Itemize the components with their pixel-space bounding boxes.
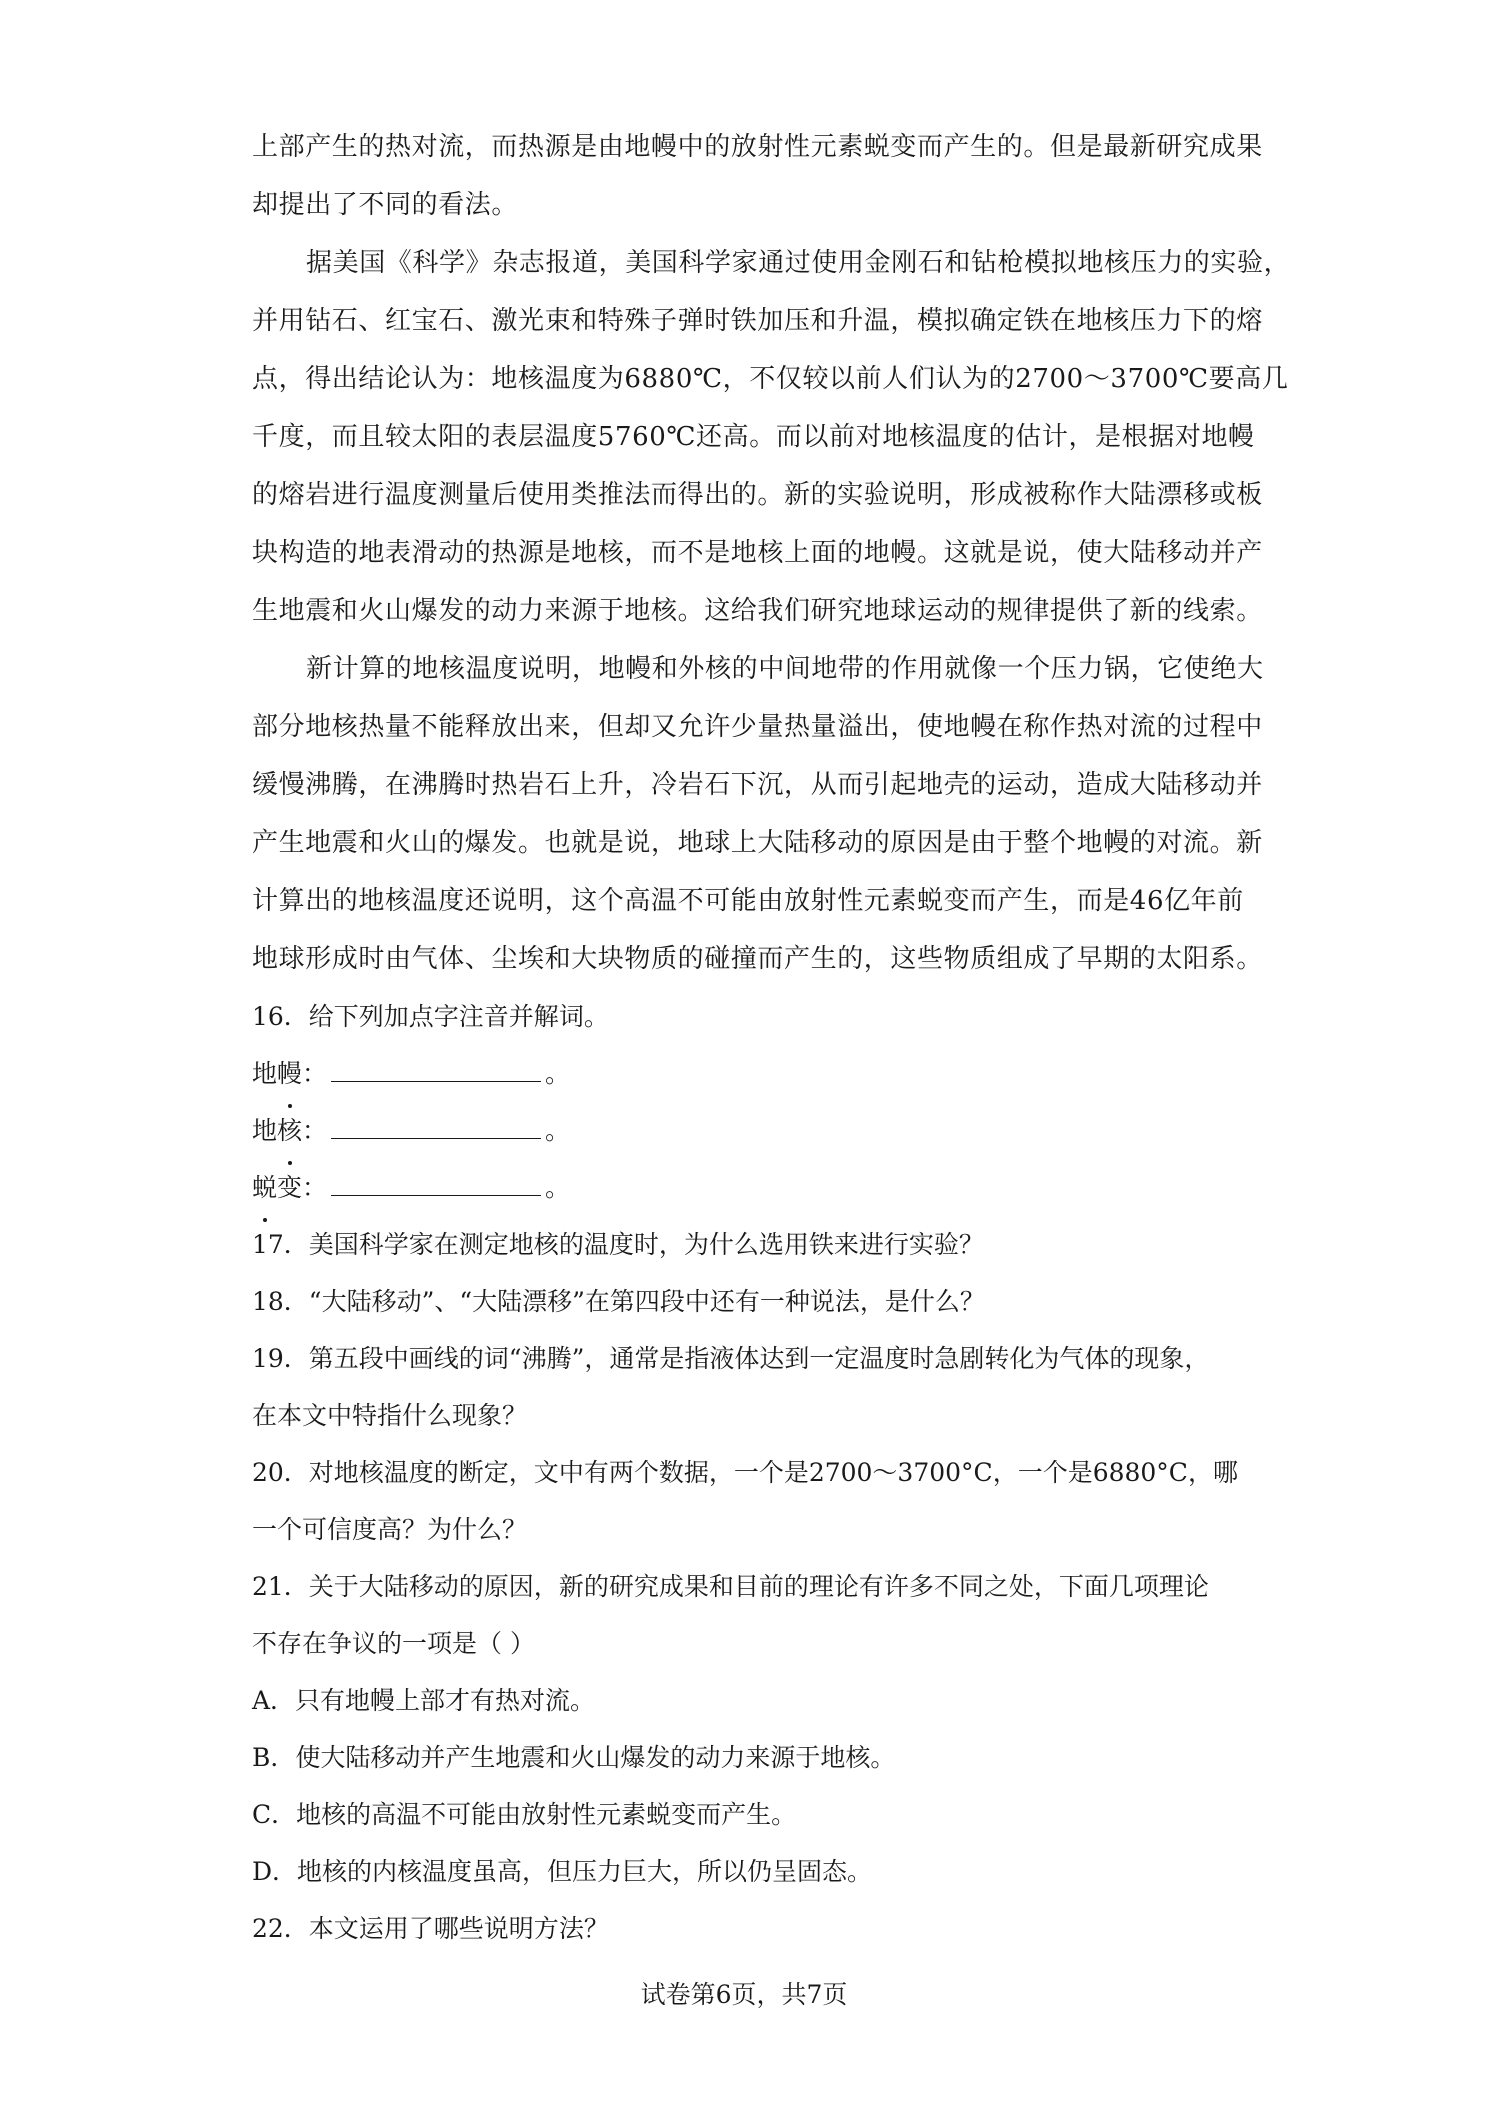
term-suffix: 变：	[277, 1173, 328, 1202]
question-21-line-2: 不存在争议的一项是（ ）	[252, 1629, 535, 1658]
passage-line: 点，得出结论认为：地核温度为6880℃，不仅较以前人们认为的2700～3700℃要高几	[252, 364, 1289, 394]
answer-blank[interactable]	[331, 1116, 541, 1139]
passage-line: 块构造的地表滑动的热源是地核，而不是地核上面的地幔。这就是说，使大陆移动并产	[252, 538, 1263, 568]
answer-blank[interactable]	[331, 1059, 541, 1082]
term-end: 。	[545, 1059, 571, 1088]
passage-line: 地球形成时由气体、尘埃和大块物质的碰撞而产生的，这些物质组成了早期的太阳系。	[252, 944, 1263, 974]
question-18: 18．“大陆移动”、“大陆漂移”在第四段中还有一种说法，是什么？	[252, 1287, 985, 1316]
dotted-character: 幔	[277, 1045, 302, 1102]
term-suffix: ：	[302, 1116, 328, 1145]
exam-page	[252, 118, 1291, 1957]
fill-in-item	[252, 1159, 1238, 1216]
dotted-character: 核	[277, 1102, 302, 1159]
term-prefix: 地	[252, 1059, 278, 1088]
question-19-line-1: 19．第五段中画线的词“沸腾”，通常是指液体达到一定温度时急剧转化为气体的现象，	[252, 1344, 1210, 1373]
question-20-line-2: 一个可信度高？为什么？	[252, 1515, 528, 1544]
option-d: D．地核的内核温度虽高，但压力巨大，所以仍呈固态。	[252, 1857, 873, 1886]
term-end: 。	[545, 1116, 571, 1145]
passage-line: 部分地核热量不能释放出来，但却又允许少量热量溢出，使地幔在称作热对流的过程中	[252, 712, 1263, 742]
question-16-title: 16．给下列加点字注音并解词。	[252, 1002, 609, 1031]
passage-line: 并用钻石、红宝石、激光束和特殊子弹时铁加压和升温，模拟确定铁在地核压力下的熔	[252, 306, 1263, 336]
passage-line: 新计算的地核温度说明，地幔和外核的中间地带的作用就像一个压力锅，它使绝大	[306, 654, 1264, 684]
term-prefix: 地	[252, 1116, 278, 1145]
term-end: 。	[545, 1173, 571, 1202]
passage-line: 缓慢沸腾，在沸腾时热岩石上升，冷岩石下沉，从而引起地壳的运动，造成大陆移动并	[252, 770, 1263, 800]
passage-line: 计算出的地核温度还说明，这个高温不可能由放射性元素蜕变而产生，而是46亿年前	[252, 886, 1244, 916]
passage-line: 据美国《科学》杂志报道，美国科学家通过使用金刚石和钻枪模拟地核压力的实验，	[306, 248, 1291, 278]
question-16-items	[252, 1045, 1238, 1216]
answer-blank[interactable]	[331, 1173, 541, 1196]
passage-line: 却提出了不同的看法。	[252, 190, 519, 220]
passage-line: 的熔岩进行温度测量后使用类推法而得出的。新的实验说明，形成被称作大陆漂移或板	[252, 480, 1263, 510]
fill-in-item	[252, 1045, 1238, 1102]
passage-line: 产生地震和火山的爆发。也就是说，地球上大陆移动的原因是由于整个地幔的对流。新	[252, 828, 1263, 858]
passage-line: 千度，而且较太阳的表层温度5760℃还高。而以前对地核温度的估计，是根据对地幔	[252, 422, 1255, 452]
option-b: B．使大陆移动并产生地震和火山爆发的动力来源于地核。	[252, 1743, 896, 1772]
question-19-line-2: 在本文中特指什么现象？	[252, 1401, 528, 1430]
question-17: 17．美国科学家在测定地核的温度时，为什么选用铁来进行实验？	[252, 1230, 984, 1259]
fill-in-item	[252, 1102, 1238, 1159]
term-suffix: ：	[302, 1059, 328, 1088]
passage-line: 生地震和火山爆发的动力来源于地核。这给我们研究地球运动的规律提供了新的线索。	[252, 596, 1263, 626]
passage-line: 上部产生的热对流，而热源是由地幔中的放射性元素蜕变而产生的。但是最新研究成果	[252, 132, 1263, 162]
question-21-line-1: 21．关于大陆移动的原因，新的研究成果和目前的理论有许多不同之处，下面几项理论	[252, 1572, 1209, 1601]
page-footer: 试卷第6页，共7页	[640, 1980, 848, 2009]
option-c: C．地核的高温不可能由放射性元素蜕变而产生。	[252, 1800, 797, 1829]
passage	[252, 118, 1291, 988]
question-20-line-1: 20．对地核温度的断定，文中有两个数据，一个是2700～3700°C，一个是6880°C，哪	[252, 1458, 1238, 1487]
question-22: 22．本文运用了哪些说明方法？	[252, 1914, 609, 1943]
option-a: A．只有地幔上部才有热对流。	[252, 1686, 596, 1715]
dotted-character: 蜕	[252, 1159, 277, 1216]
